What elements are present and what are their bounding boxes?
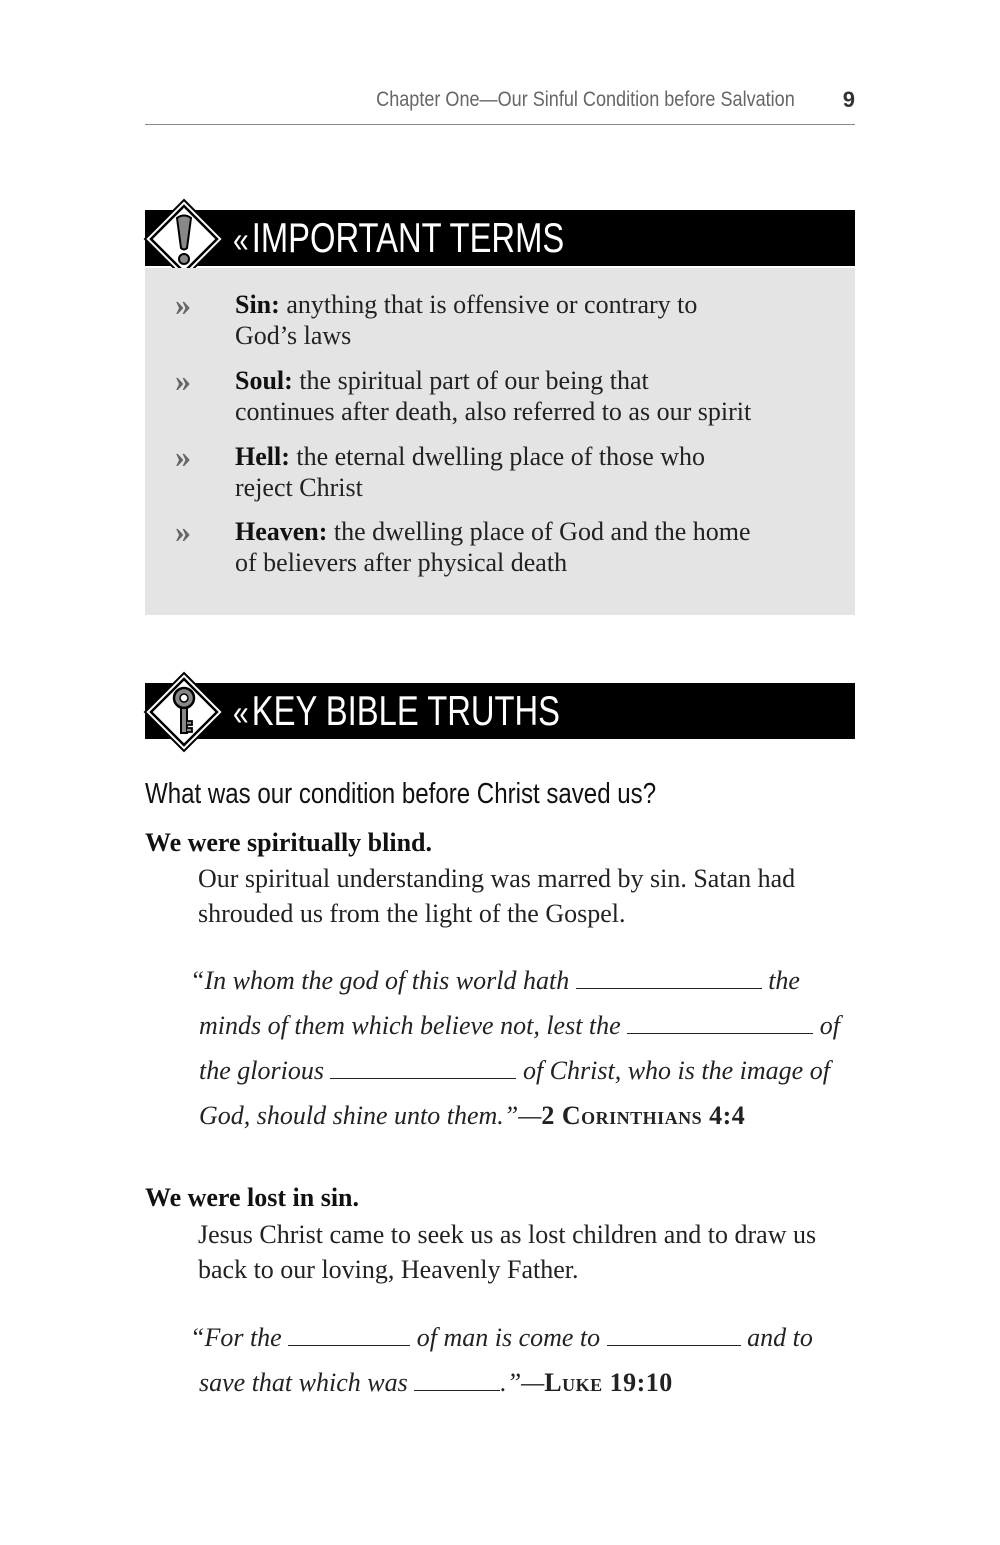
term-text: Sin: anything that is offensive or contrary to God’s laws xyxy=(235,290,698,350)
fill-in-blank[interactable] xyxy=(607,1323,741,1346)
point-heading: We were lost in sin. xyxy=(145,1183,360,1212)
term-text: Hell: the eternal dwelling place of those who reject Christ xyxy=(235,442,706,502)
verse-fill-in: “For the of man is come to and to save that which was .”—Luke 19:10 xyxy=(190,1323,813,1397)
fill-in-blank[interactable] xyxy=(330,1056,516,1079)
key-icon xyxy=(143,671,225,753)
running-title: Chapter One—Our Sinful Condition before Salvation xyxy=(376,88,795,111)
bullet-icon: » xyxy=(175,286,191,322)
point-heading: We were spiritually blind. xyxy=(145,828,432,857)
section-question: What was our condition before Christ saved us? xyxy=(145,778,657,810)
page-number: 9 xyxy=(842,87,855,112)
verse-reference: 2 Corinthians 4:4 xyxy=(541,1101,746,1130)
important-terms-title: «IMPORTANT TERMS xyxy=(233,214,565,261)
fill-in-blank[interactable] xyxy=(414,1368,500,1391)
term-text: Soul: the spiritual part of our being that continues after death, also referred to as our spirit xyxy=(235,366,752,426)
bullet-icon: » xyxy=(175,513,191,549)
fill-in-blank[interactable] xyxy=(627,1011,813,1034)
running-head xyxy=(145,86,855,125)
important-terms-header xyxy=(145,210,855,266)
fill-in-blank[interactable] xyxy=(576,966,762,989)
key-truths-header xyxy=(145,683,855,739)
verse-reference: Luke 19:10 xyxy=(544,1368,673,1397)
bullet-icon: » xyxy=(175,438,191,474)
fill-in-blank[interactable] xyxy=(288,1323,410,1346)
point-body: Jesus Christ came to seek us as lost children and to draw us back to our loving, Heavenly Father. xyxy=(198,1220,817,1284)
point-body: Our spiritual understanding was marred by sin. Satan had shrouded us from the light of the Gospel. xyxy=(198,864,796,928)
bullet-icon: » xyxy=(175,362,191,398)
important-terms-box xyxy=(145,268,855,615)
term-text: Heaven: the dwelling place of God and the home of believers after physical death xyxy=(235,517,751,577)
verse-fill-in: “In whom the god of this world hath the minds of them which believe not, lest the of the glorious of Christ, who is the image of God, should shine unto them.”—2 Corinthians 4:4 xyxy=(190,966,840,1130)
key-truths-title: «KEY BIBLE TRUTHS xyxy=(233,687,561,734)
